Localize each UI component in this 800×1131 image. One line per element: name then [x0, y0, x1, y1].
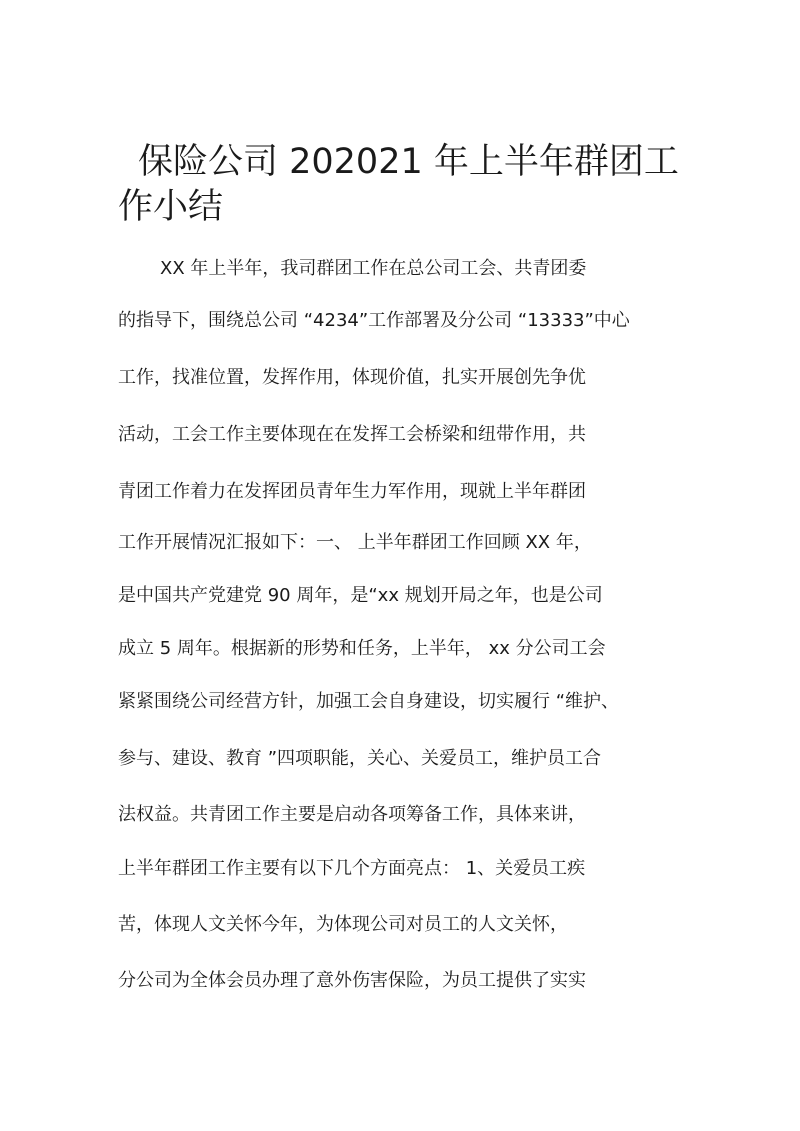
paragraph-line: XX 年上半年，我司群团工作在总公司工会、共青团委 [160, 258, 587, 279]
paragraph-line: 成立 5 周年。根据新的形势和任务，上半年， xx 分公司工会 [118, 638, 606, 659]
paragraph-line: 工作，找准位置，发挥作用，体现价值，扎实开展创先争优 [118, 367, 586, 388]
paragraph-line: 是中国共产党建党 90 周年，是“xx 规划开局之年，也是公司 [118, 585, 603, 606]
document-title-text: 保险公司 202021 年上半年群团工作小结 [118, 142, 679, 227]
paragraph-line: 苦，体现人文关怀今年，为体现公司对员工的人文关怀， [118, 914, 568, 935]
paragraph-line: 的指导下，围绕总公司 “4234”工作部署及分公司 “13333”中心 [118, 310, 630, 331]
paragraph-line: 法权益。共青团工作主要是启动各项筹备工作，具体来讲， [118, 804, 586, 825]
paragraph-line: 上半年群团工作主要有以下几个方面亮点： 1、关爱员工疾 [118, 858, 586, 879]
paragraph-line: 分公司为全体会员办理了意外伤害保险，为员工提供了实实 [118, 970, 586, 991]
paragraph-line: 青团工作着力在发挥团员青年生力军作用，现就上半年群团 [118, 481, 586, 502]
paragraph-line: 活动，工会工作主要体现在在发挥工会桥梁和纽带作用，共 [118, 424, 586, 445]
document-title [118, 140, 698, 230]
paragraph-line: 紧紧围绕公司经营方针，加强工会自身建设，切实履行 “维护、 [118, 691, 620, 712]
paragraph-line: 参与、建设、教育 ”四项职能，关心、关爱员工，维护员工合 [118, 748, 602, 769]
paragraph-line: 工作开展情况汇报如下：一、 上半年群团工作回顾 XX 年， [118, 532, 592, 553]
